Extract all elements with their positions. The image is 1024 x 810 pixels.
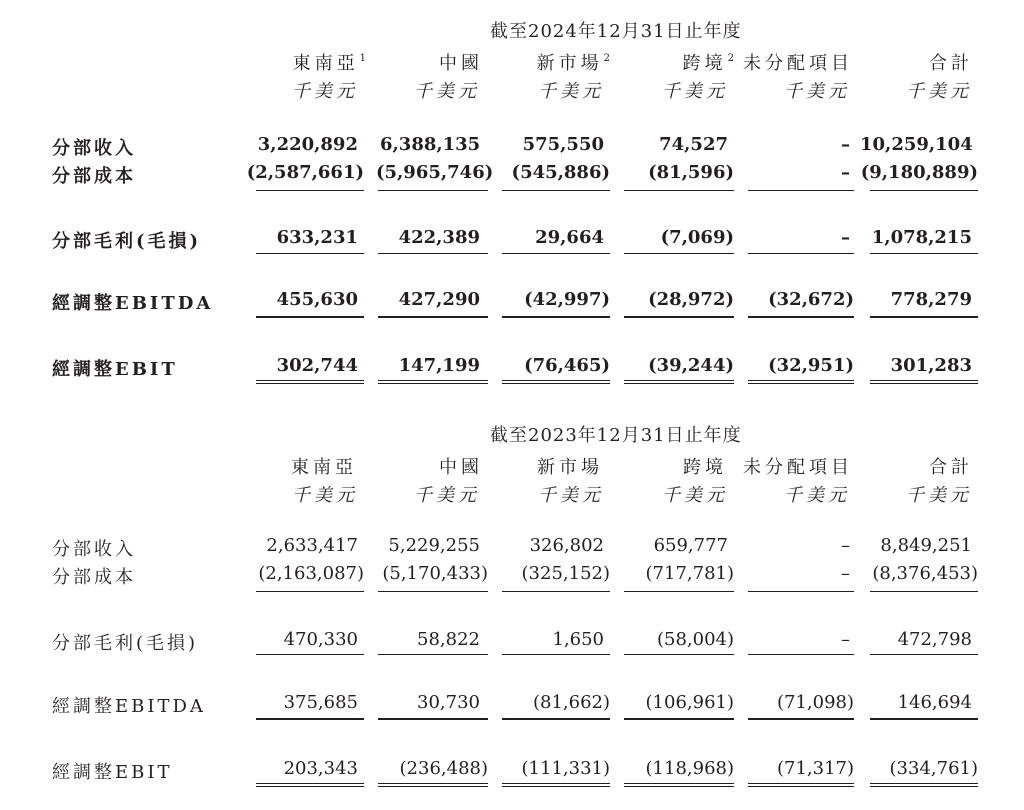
table-cell: (545,886) <box>511 162 610 183</box>
subtotal-rule <box>502 316 610 318</box>
unit-label: 千美元 <box>784 81 850 102</box>
table-cell: 1,650 <box>552 629 604 650</box>
total-double-rule <box>870 380 978 384</box>
subtotal-rule <box>256 718 364 720</box>
table-cell: – <box>841 629 850 650</box>
table-cell: (334,761) <box>889 758 978 779</box>
unit-label: 千美元 <box>414 81 480 102</box>
unit-label: 千美元 <box>538 485 604 506</box>
table-cell: 455,630 <box>276 289 358 310</box>
table-cell: (325,152) <box>521 563 610 584</box>
subtotal-rule <box>502 718 610 720</box>
col-header-cross-border: 跨境$^2$ <box>682 53 734 74</box>
subtotal-rule <box>748 591 854 592</box>
table-cell: (58,004) <box>656 629 734 650</box>
table-cell: (5,965,746) <box>376 162 494 183</box>
subtotal-rule <box>502 591 610 592</box>
table-cell: (717,781) <box>645 563 734 584</box>
table-cell: 58,822 <box>417 629 480 650</box>
table-cell: 147,199 <box>398 355 480 376</box>
subtotal-rule <box>256 591 364 592</box>
table-cell: (2,587,661) <box>246 162 364 183</box>
table-cell: (8,376,453) <box>872 563 978 584</box>
table-cell: 427,290 <box>398 289 480 310</box>
table-cell: 470,330 <box>283 629 358 650</box>
table-cell: (32,951) <box>768 355 854 376</box>
table-cell: (236,488) <box>399 758 488 779</box>
unit-label: 千美元 <box>292 81 358 102</box>
table-cell: 422,389 <box>398 227 480 248</box>
table-cell: 8,849,251 <box>880 535 972 556</box>
unit-label: 千美元 <box>538 81 604 102</box>
subtotal-rule <box>256 190 364 191</box>
table-cell: (111,331) <box>521 758 610 779</box>
total-double-rule <box>502 380 610 384</box>
subtotal-rule <box>624 253 734 254</box>
col-header-southeast-asia: 東南亞$^1$ <box>292 53 366 74</box>
table-cell: – <box>841 162 850 183</box>
table-cell: 326,802 <box>529 535 604 556</box>
table-cell: (2,163,087) <box>258 563 364 584</box>
subtotal-rule <box>502 253 610 254</box>
row-label-segment-cost: 分部成本 <box>52 567 136 588</box>
subtotal-rule <box>378 718 488 720</box>
subtotal-rule <box>256 654 364 655</box>
table-cell: 778,279 <box>890 289 972 310</box>
col-header-total: 合計 <box>929 457 973 478</box>
subtotal-rule <box>378 253 488 254</box>
row-label-adjusted-ebitda: 經調整EBITDA <box>52 696 206 717</box>
row-label-gross-profit: 分部毛利(毛損) <box>52 231 202 252</box>
subtotal-rule <box>748 654 854 655</box>
unit-label: 千美元 <box>414 485 480 506</box>
subtotal-rule <box>870 654 978 655</box>
subtotal-rule <box>748 316 854 318</box>
col-header-unallocated: 未分配項目 <box>743 457 853 478</box>
table-cell: 203,343 <box>283 758 358 779</box>
table-cell: 3,220,892 <box>257 134 358 155</box>
table-cell: (9,180,889) <box>860 162 978 183</box>
total-double-rule <box>624 783 734 787</box>
table-cell: 472,798 <box>897 629 972 650</box>
table-cell: 375,685 <box>283 692 358 713</box>
subtotal-rule <box>624 591 734 592</box>
subtotal-rule <box>870 190 978 191</box>
total-double-rule <box>256 380 364 384</box>
unit-label: 千美元 <box>292 485 358 506</box>
table-cell: 74,527 <box>659 134 728 155</box>
table-cell: 575,550 <box>522 134 604 155</box>
total-double-rule <box>256 783 364 787</box>
table-cell: (42,997) <box>524 289 610 310</box>
table-cell: – <box>841 563 850 584</box>
period-title: 截至2024年12月31日止年度 <box>490 21 742 42</box>
subtotal-rule <box>624 718 734 720</box>
subtotal-rule <box>624 190 734 191</box>
table-cell: (81,596) <box>648 162 734 183</box>
row-label-adjusted-ebitda: 經調整EBITDA <box>52 293 214 314</box>
table-cell: 30,730 <box>417 692 480 713</box>
table-cell: (81,662) <box>532 692 610 713</box>
subtotal-rule <box>256 316 364 318</box>
total-double-rule <box>378 783 488 787</box>
table-cell: (32,672) <box>768 289 854 310</box>
subtotal-rule <box>378 190 488 191</box>
table-cell: (7,069) <box>660 227 734 248</box>
row-label-segment-revenue: 分部收入 <box>52 138 136 159</box>
col-header-total: 合計 <box>929 53 973 74</box>
unit-label: 千美元 <box>662 485 728 506</box>
total-double-rule <box>502 783 610 787</box>
subtotal-rule <box>502 654 610 655</box>
row-label-adjusted-ebit: 經調整EBIT <box>52 359 178 380</box>
row-label-gross-profit: 分部毛利(毛損) <box>52 633 199 654</box>
subtotal-rule <box>748 253 854 254</box>
col-header-china: 中國 <box>439 457 483 478</box>
table-cell: 659,777 <box>653 535 728 556</box>
table-cell: – <box>841 134 850 155</box>
subtotal-rule <box>870 253 978 254</box>
total-double-rule <box>870 783 978 787</box>
col-header-southeast-asia: 東南亞 <box>291 457 357 478</box>
subtotal-rule <box>870 591 978 592</box>
table-cell: (28,972) <box>648 289 734 310</box>
subtotal-rule <box>624 654 734 655</box>
unit-label: 千美元 <box>906 81 972 102</box>
col-header-china: 中國 <box>439 53 483 74</box>
unit-label: 千美元 <box>906 485 972 506</box>
table-cell: 302,744 <box>276 355 358 376</box>
table-cell: 1,078,215 <box>871 227 972 248</box>
table-cell: (118,968) <box>645 758 734 779</box>
table-cell: 29,664 <box>535 227 604 248</box>
table-cell: – <box>841 227 850 248</box>
subtotal-rule <box>502 190 610 191</box>
period-title: 截至2023年12月31日止年度 <box>490 425 742 446</box>
table-cell: (5,170,433) <box>382 563 488 584</box>
col-header-new-markets: 新市場 <box>537 457 603 478</box>
table-cell: 10,259,104 <box>860 134 973 155</box>
table-cell: 5,229,255 <box>388 535 480 556</box>
subtotal-rule <box>256 253 364 254</box>
subtotal-rule <box>378 316 488 318</box>
subtotal-rule <box>378 654 488 655</box>
subtotal-rule <box>748 718 854 720</box>
subtotal-rule <box>870 316 978 318</box>
table-cell: (39,244) <box>648 355 734 376</box>
col-header-cross-border: 跨境 <box>683 457 727 478</box>
table-cell: (71,098) <box>776 692 854 713</box>
subtotal-rule <box>870 718 978 720</box>
total-double-rule <box>748 783 854 787</box>
table-cell: 301,283 <box>890 355 972 376</box>
table-cell: 633,231 <box>276 227 358 248</box>
row-label-segment-revenue: 分部收入 <box>52 539 136 560</box>
table-cell: 2,633,417 <box>266 535 358 556</box>
table-cell: (106,961) <box>645 692 734 713</box>
table-cell: – <box>841 535 850 556</box>
row-label-segment-cost: 分部成本 <box>52 166 136 187</box>
col-header-unallocated: 未分配項目 <box>743 53 853 74</box>
total-double-rule <box>378 380 488 384</box>
total-double-rule <box>624 380 734 384</box>
subtotal-rule <box>624 316 734 318</box>
row-label-adjusted-ebit: 經調整EBIT <box>52 762 173 783</box>
total-double-rule <box>748 380 854 384</box>
col-header-new-markets: 新市場$^2$ <box>536 53 610 74</box>
subtotal-rule <box>378 591 488 592</box>
unit-label: 千美元 <box>784 485 850 506</box>
subtotal-rule <box>748 190 854 191</box>
unit-label: 千美元 <box>662 81 728 102</box>
table-cell: 146,694 <box>897 692 972 713</box>
table-cell: (71,317) <box>776 758 854 779</box>
table-cell: 6,388,135 <box>380 134 481 155</box>
table-cell: (76,465) <box>524 355 610 376</box>
